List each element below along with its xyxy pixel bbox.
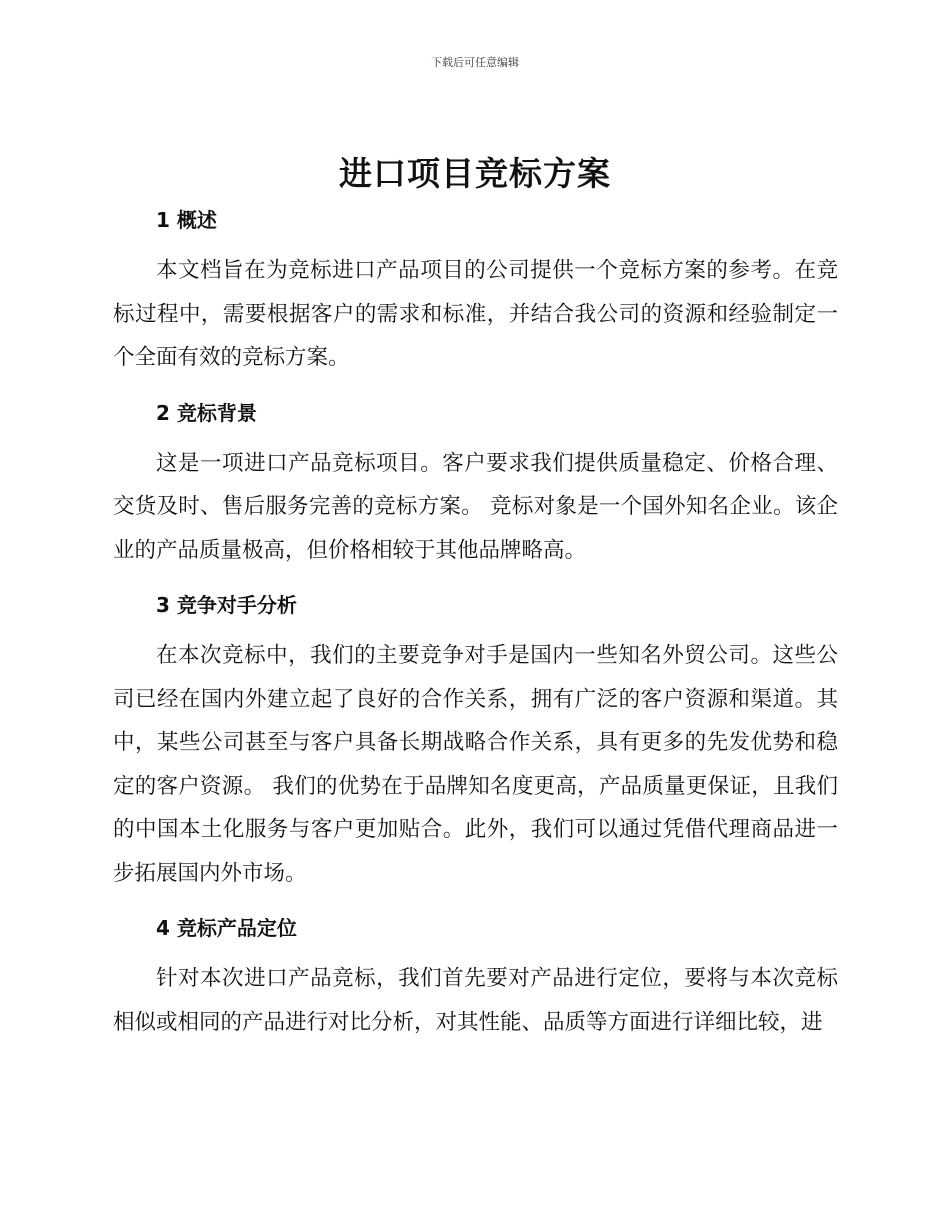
section-paragraph-background: 这是一项进口产品竞标项目。客户要求我们提供质量稳定、价格合理、交货及时、售后服务完善的竞标方案。 竞标对象是一个国外知名企业。该企业的产品质量极高，但价格相较于其他品牌略高。 — [113, 450, 838, 563]
section-heading-product-positioning: 4 竞标产品定位 — [156, 916, 297, 940]
section-heading-competitor-analysis: 3 竞争对手分析 — [156, 593, 297, 617]
section-heading-background: 2 竞标背景 — [156, 400, 257, 425]
section-heading-overview: 1 概述 — [156, 208, 217, 232]
section-paragraph-competitor-analysis: 在本次竞标中，我们的主要竞争对手是国内一些知名外贸公司。这些公司已经在国内外建立起了良好的合作关系，拥有广泛的客户资源和渠道。其中，某些公司甚至与客户具备长期战略合作关系，具有更多的先发优势和稳定的客户资源。 我们的优势在于品牌知名度更高，产品质量更保证，且我们的中国本土化服务与客户更加贴合。此外，我们可以通过凭借代理商品进一步拓展国内外市场。 — [113, 643, 838, 886]
page-title: 进口项目竞标方案 — [339, 154, 611, 193]
section-paragraph-overview: 本文档旨在为竞标进口产品项目的公司提供一个竞标方案的参考。在竞标过程中，需要根据客户的需求和标准，并结合我公司的资源和经验制定一个全面有效的竞标方案。 — [113, 258, 838, 370]
document-body — [113, 200, 838, 1057]
header-note: 下载后可任意编辑 — [431, 56, 519, 69]
section-paragraph-product-positioning: 针对本次进口产品竞标，我们首先要对产品进行定位，要将与本次竞标相似或相同的产品进行对比分析，对其性能、品质等方面进行详细比较，进 — [113, 966, 838, 1035]
